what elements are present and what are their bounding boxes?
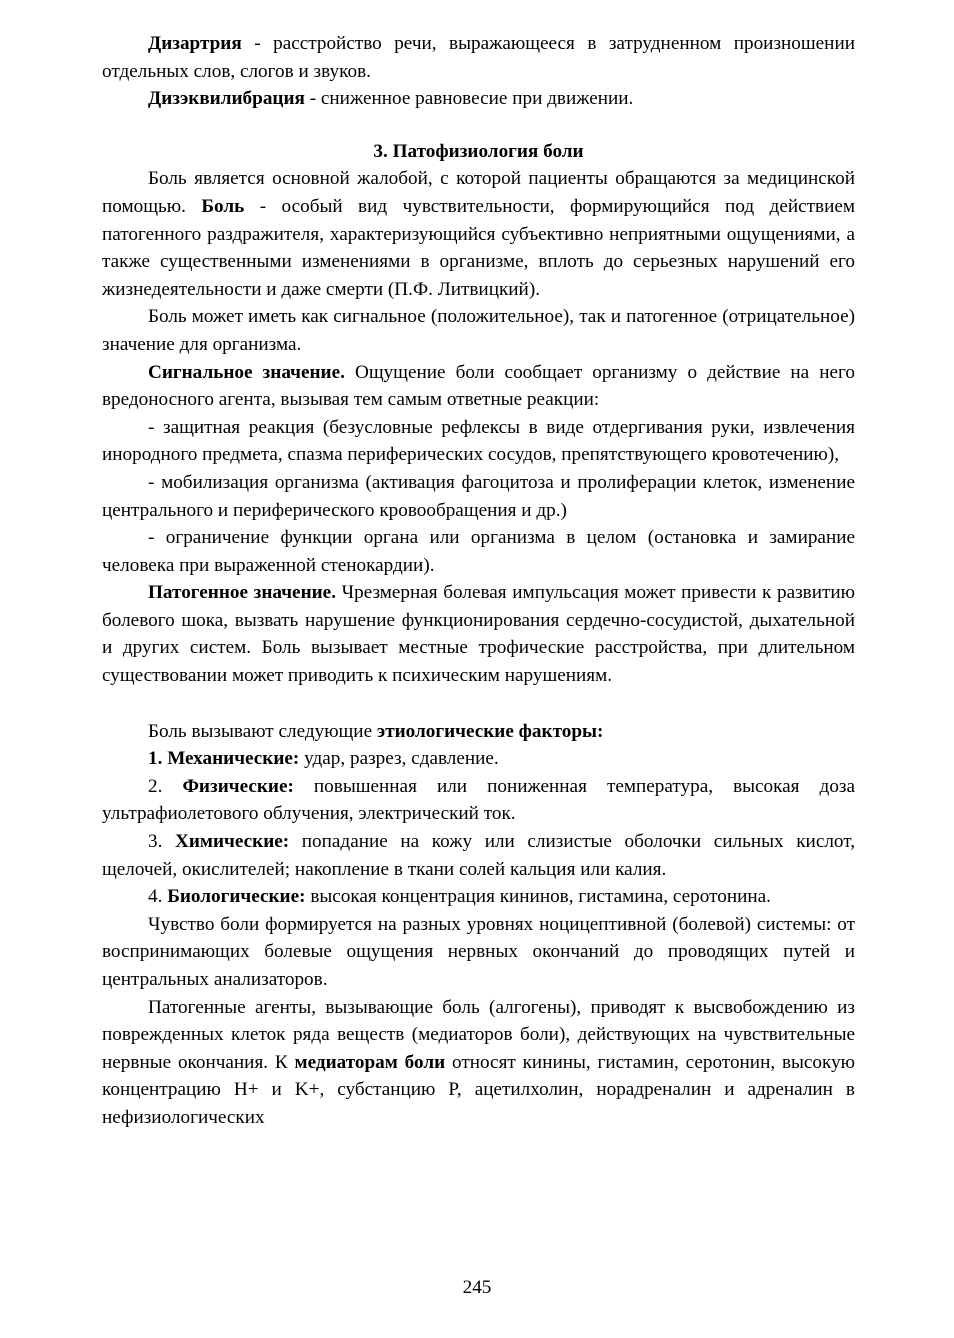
term: Биологические: [167, 886, 306, 908]
factor-item: 2. Физические: повышенная или пониженная температура, высокая доза ультрафиолетового облучения, электрический ток. [102, 775, 856, 825]
term: Дизартрия [148, 33, 242, 54]
term: Боль [201, 195, 245, 217]
paragraph-pain-meaning: Боль может иметь как сигнальное (положительное), так и патогенное (отрицательное) значение для организма. [102, 306, 855, 355]
term: Физические: [182, 775, 294, 797]
factor-item: 4. Биологические: высокая концентрация кининов, гистамина, серотонина. [148, 886, 771, 908]
section-heading: 3. Патофизиология боли [373, 140, 584, 162]
factor-item: 1. Механические: удар, разрез, сдавление. [148, 748, 499, 770]
list-item: - мобилизация организма (активация фагоцитоза и пролиферации клеток, изменение центрального и периферического кровообращения и др.) [102, 471, 855, 521]
paragraph-etiology: Боль вызывают следующие этиологические факторы: [148, 720, 604, 742]
paragraph-pathogenic-meaning: Патогенное значение. Чрезмерная болевая импульсация может привести к развитию болевого шока, вызвать нарушение функционирования сердечно-сосудистой, дыхательной и других систем. Боль вызывает местные трофические расстройства, при длительном существовании может приводить к психическим нарушениям. [102, 582, 855, 687]
document-page [102, 30, 855, 1132]
term: Сигнальное значение. [148, 361, 345, 383]
list-item: - защитная реакция (безусловные рефлексы в виде отдергивания руки, извлечения инородного предмета, спазма периферических сосудов, препятствующего кровотечению), [102, 416, 855, 466]
paragraph-pain-definition: Боль является основной жалобой, с которой пациенты обращаются за медицинской помощью. Боль - особый вид чувствительности, формирующийся под действием патогенного раздражителя, характеризующийся субъективно неприятными ощущениями, а также существенными изменениями в организме, вплоть до серьезных нарушений его жизнедеятельности и даже смерти (П.Ф. Литвицкий). [102, 168, 855, 300]
list-item: - ограничение функции органа или организма в целом (остановка и замирание человека при выраженной стенокардии). [102, 527, 855, 576]
paragraph-mediators: Патогенные агенты, вызывающие боль (алгогены), приводят к высвобождению из поврежденных клеток ряда веществ (медиаторов боли), действующих на чувствительные нервные окончания. К медиаторам боли относят кинины, гистамин, серотонин, высокую концентрацию H+ и K+, субстанцию P, ацетилхолин, норадреналин и адреналин в нефизиологических [102, 996, 855, 1128]
term: Патогенное значение. [148, 582, 336, 604]
term: Химические: [175, 831, 290, 853]
factor-item: 3. Химические: попадание на кожу или слизистые оболочки сильных кислот, щелочей, окислителей; накопление в ткани солей кальция или калия. [102, 831, 855, 880]
definition-disequilibrium: Дизэквилибрация - сниженное равновесие при движении. [148, 88, 634, 110]
definition-dysarthria: Дизартрия - расстройство речи, выражающееся в затрудненном произношении отдельных слов, слогов и звуков. [102, 33, 855, 82]
paragraph-signal-meaning: Сигнальное значение. Ощущение боли сообщает организму о действие на него вредоносного агента, вызывая тем самым ответные реакции: [102, 361, 855, 411]
page-number: 245 [462, 1277, 492, 1298]
paragraph-nociceptive: Чувство боли формируется на разных уровнях ноцицептивной (болевой) системы: от воспринимающих болевые ощущения нервных окончаний до проводящих путей и центральных анализаторов. [102, 913, 855, 990]
term: Дизэквилибрация [148, 88, 305, 110]
term: медиаторам боли [294, 1051, 446, 1073]
term: этиологические факторы: [376, 720, 604, 742]
term: Механические: [167, 748, 300, 770]
